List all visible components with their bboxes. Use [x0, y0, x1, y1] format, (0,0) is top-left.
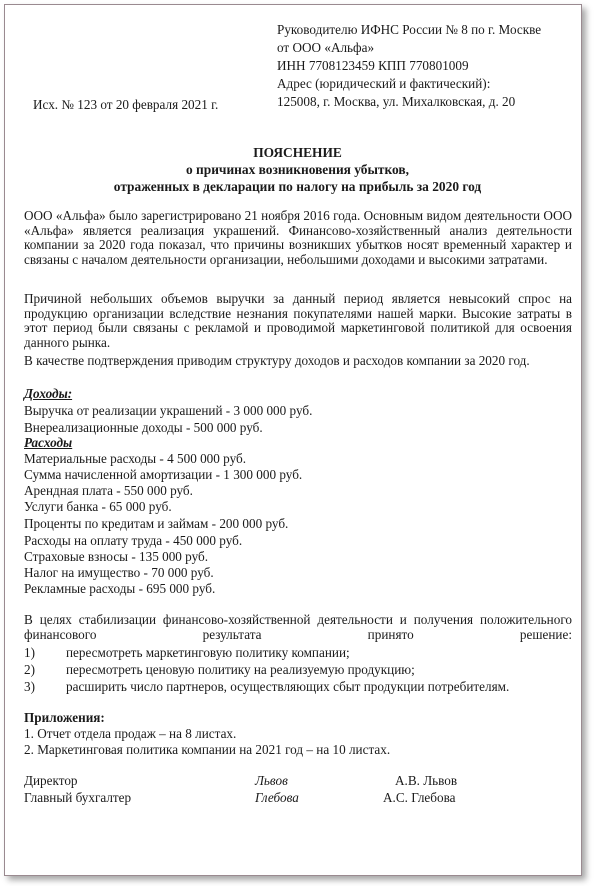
signer-role: Главный бухгалтер — [24, 790, 132, 805]
signer-role: Директор — [24, 773, 78, 788]
expense-item: Налог на имущество - 70 000 руб. — [24, 565, 214, 580]
paragraph: Причиной небольших объемов выручки за данный период является невысокий спрос на продукцию организации вследствие незнания покупателями нашей марки. Высокие затраты в этот период были связаны с рекламой и проводимой маркетинговой политикой для освоения данного рынка. — [24, 291, 572, 350]
expense-item: Услуги банка - 65 000 руб. — [24, 499, 172, 514]
expense-item: Расходы на оплату труда - 450 000 руб. — [24, 533, 243, 548]
decision-item-text: пересмотреть маркетинговую политику компании; — [66, 645, 350, 660]
expenses-heading: Расходы — [24, 435, 73, 450]
signature: Львов — [255, 773, 288, 788]
paragraph: В качестве подтверждения приводим структуру доходов и расходов компании за 2020 год. — [24, 353, 530, 368]
income-item: Выручка от реализации украшений - 3 000 000 руб. — [24, 403, 313, 418]
signer-name: А.С. Глебова — [383, 790, 456, 805]
decision-item-number: 2) — [24, 662, 35, 677]
decision-item-number: 1) — [24, 645, 35, 660]
decision-item-text: пересмотреть ценовую политику на реализуемую продукцию; — [66, 662, 415, 677]
paragraph: ООО «Альфа» было зарегистрировано 21 ноября 2016 года. Основным видом деятельности ООО «Альфа» является реализация украшений. Финансово-хозяйственный анализ деятельности компании за 2020 года показал, что причины возникших убытков носят временный характер и связаны с началом деятельности организации, небольшими доходами и высокими затратами. — [24, 208, 572, 267]
document-title: ПОЯСНЕНИЕ — [253, 145, 342, 160]
attachment-item: 1. Отчет отдела продаж – на 8 листах. — [24, 726, 237, 741]
income-heading: Доходы: — [24, 386, 73, 401]
decision-intro: В целях стабилизации финансово-хозяйственной деятельности и получения положительного финансового результата принято решение: — [24, 612, 572, 642]
income-item: Внереализационные доходы - 500 000 руб. — [24, 420, 263, 435]
attachment-item: 2. Маркетинговая политика компании на 2021 год – на 10 листах. — [24, 742, 391, 757]
recipient-line: Адрес (юридический и фактический): — [277, 76, 491, 91]
signer-name: А.В. Львов — [395, 773, 458, 788]
decision-item-text: расширить число партнеров, осуществляющих сбыт продукции потребителям. — [66, 679, 510, 694]
expense-item: Сумма начисленной амортизации - 1 300 000 руб. — [24, 467, 303, 482]
recipient-line: 125008, г. Москва, ул. Михалковская, д. 20 — [277, 94, 516, 109]
attachments-heading: Приложения: — [24, 710, 105, 725]
expense-item: Страховые взносы - 135 000 руб. — [24, 549, 209, 564]
expense-item: Рекламные расходы - 695 000 руб. — [24, 581, 216, 596]
decision-item-number: 3) — [24, 679, 35, 694]
recipient-line: ИНН 7708123459 КПП 770801009 — [277, 58, 469, 73]
outgoing-number: Исх. № 123 от 20 февраля 2021 г. — [33, 97, 219, 112]
document-subtitle: о причинах возникновения убытков, — [185, 162, 409, 177]
expense-item: Арендная плата - 550 000 руб. — [24, 483, 193, 498]
document-subtitle: отраженных в декларации по налогу на прибыль за 2020 год — [113, 179, 482, 194]
signature: Глебова — [255, 790, 299, 805]
recipient-line: от ООО «Альфа» — [277, 40, 375, 55]
expense-item: Проценты по кредитам и займам - 200 000 руб. — [24, 516, 289, 531]
expense-item: Материальные расходы - 4 500 000 руб. — [24, 451, 247, 466]
recipient-line: Руководителю ИФНС России № 8 по г. Москве — [277, 22, 542, 37]
